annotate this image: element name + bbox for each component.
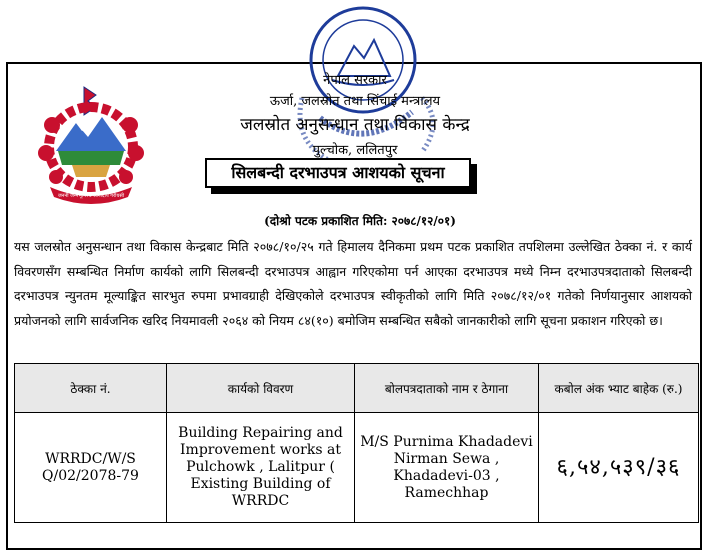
centre-name: जलस्रोत अनुसन्धान तथा विकास केन्द्र xyxy=(240,115,470,135)
cell-amount: ६,५४,५३९/३६ xyxy=(539,413,699,523)
table-header-row xyxy=(15,364,699,413)
col-header-bidder: बोलपत्रदाताको नाम र ठेगाना xyxy=(355,364,539,413)
col-header-description: कार्यको विवरण xyxy=(167,364,355,413)
cell-bidder: M/S Purnima Khadadevi Nirman Sewa , Khadadevi-03 , Ramechhap xyxy=(355,413,539,523)
col-header-amount: कबोल अंक भ्याट बाहेक (रु.) xyxy=(539,364,699,413)
cell-contract-no: WRRDC/W/S Q/02/2078-79 xyxy=(15,413,167,523)
nepal-emblem-icon xyxy=(32,85,150,209)
notice-body-text: यस जलस्रोत अनुसन्धान तथा विकास केन्द्रबाट मिति २०७८/१०/२५ गते हिमालय दैनिकमा प्रथम पटक प्रकाशित तपशिलमा उल्लेखित ठेक्का नं. र कार्य विवरणसँग सम्बन्धित निर्माण कार्यको लागि सिलबन्दी दरभाउपत्र आह्वान गरिएकोमा पर्न आएका दरभाउपत्र मध्ये निम्न दरभाउपत्रदाताको सिलबन्दी दरभाउपत्र न्युनतम मूल्याङ्कित सारभुत रुपमा प्रभावग्राही देखिएकोले दरभाउपत्र स्वीकृतीको लागि मिति २०७८/१२/०१ गतेको निर्णयानुसार आशयको प्रयोजनको लागि सार्वजनिक खरिद नियमावली २०६४ को नियम ८४(१०) बमोजिम सम्बन्धित सबैको जानकारीको लागि सूचना प्रकाशन गरिएको छ। xyxy=(14,239,692,328)
ministry-label: ऊर्जा, जलस्रोत तथा सिंचाई मन्त्रालय xyxy=(269,94,441,109)
emblem-motto: जननी जन्मभूमिश्च स्वर्गादपि गरीयसी xyxy=(57,193,125,199)
notice-title-banner xyxy=(205,158,477,194)
col-header-contract-no: ठेक्का नं. xyxy=(15,364,167,413)
cell-description: Building Repairing and Improvement works at Pulchowk , Lalitpur ( Existing Building of WRRDC xyxy=(167,413,355,523)
table-row xyxy=(15,413,699,523)
government-label: नेपाल सरकार xyxy=(323,73,387,88)
publication-date: (दोश्रो पटक प्रकाशित मिति: २०७८/१२/०१) xyxy=(264,214,456,228)
address-label: पुल्चोक, ललितपुर xyxy=(312,143,398,158)
notice-title: सिलबन्दी दरभाउपत्र आशयको सूचना xyxy=(205,158,471,188)
bid-intent-table xyxy=(14,363,699,523)
